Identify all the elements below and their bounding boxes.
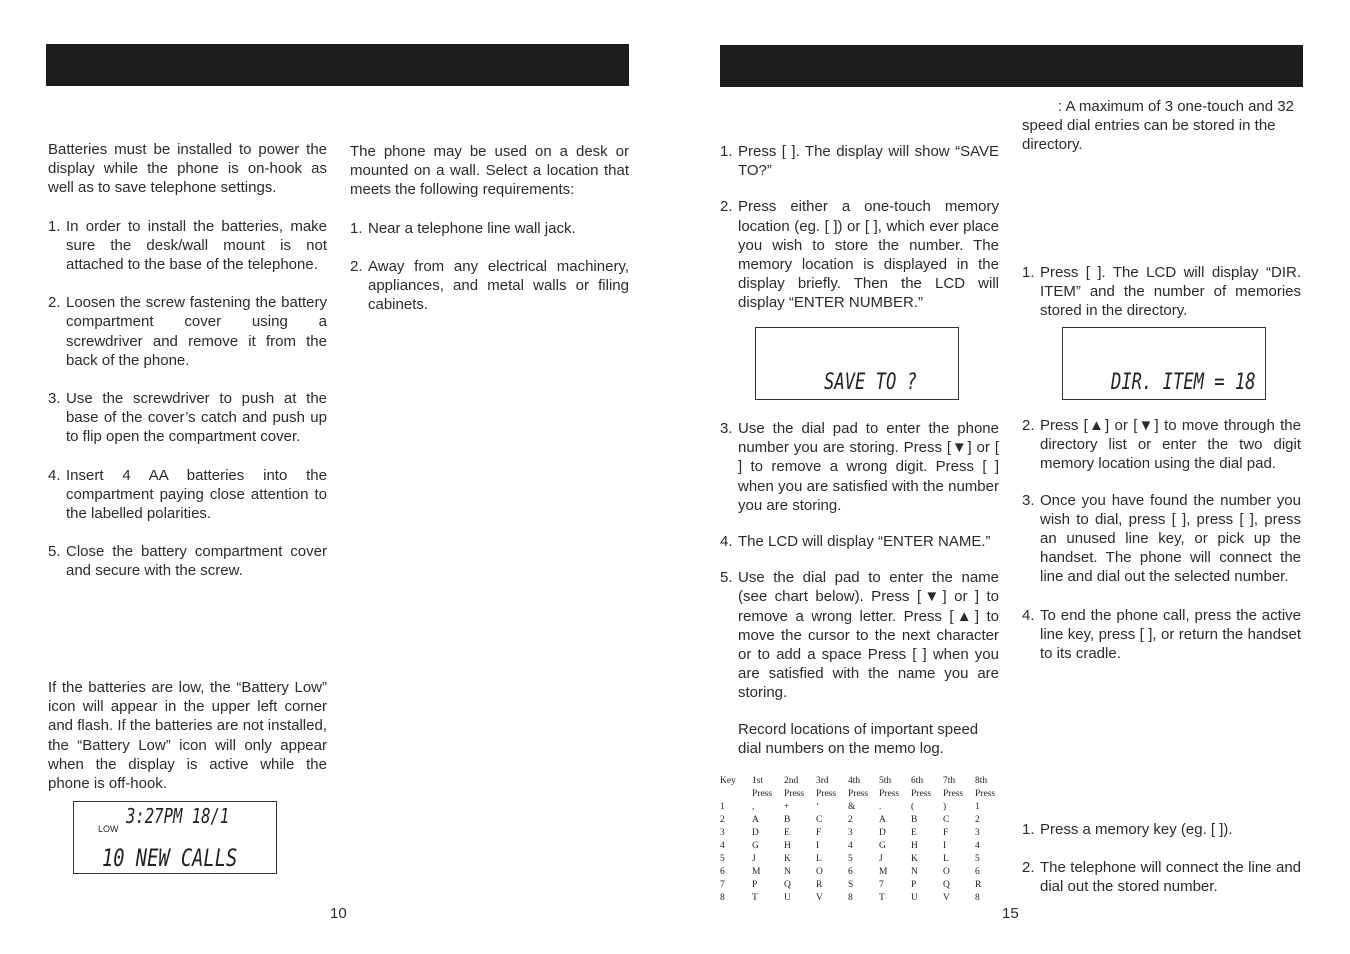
chart-cell: J <box>752 854 756 864</box>
chart-cell: Press <box>975 789 996 799</box>
right-col-2-bottom <box>1022 820 1301 897</box>
chart-cell: Press <box>848 789 869 799</box>
lcd-dir-item-text: DIR. ITEM = 18 <box>1111 370 1256 395</box>
chart-cell: N <box>911 867 918 877</box>
chart-cell: V <box>816 893 823 903</box>
chart-cell: & <box>848 802 856 812</box>
chart-cell: 3 <box>975 828 980 838</box>
chart-cell: C <box>943 815 950 825</box>
chart-cell: D <box>879 828 886 838</box>
chart-cell: E <box>784 828 790 838</box>
chart-cell: 4 <box>975 841 980 851</box>
right-header-bar <box>720 45 1303 87</box>
lcd-dir-item <box>1062 327 1266 400</box>
chart-cell: R <box>816 880 823 890</box>
chart-cell: 8 <box>975 893 980 903</box>
chart-cell: U <box>784 893 791 903</box>
chart-header-row <box>720 775 1002 788</box>
save-steps-b <box>720 419 999 703</box>
right-col-2-top <box>1022 263 1301 321</box>
list-item: 4. The LCD will display “ENTER NAME.” <box>720 533 991 551</box>
chart-cell: Press <box>943 789 964 799</box>
left-header-bar <box>46 44 629 86</box>
list-item: 1. Near a telephone line wall jack. <box>350 219 576 237</box>
list-item: 2. Loosen the screw fastening the battery compartment cover using a screwdriver and remove it from the back of the phone. <box>48 294 327 369</box>
chart-cell: Key <box>720 776 736 786</box>
chart-cell: 8 <box>848 893 853 903</box>
chart-cell: 1 <box>720 802 725 812</box>
chart-cell: P <box>911 880 917 890</box>
lcd-new-calls <box>73 801 277 874</box>
chart-cell: 3rd <box>816 776 829 786</box>
chart-cell: D <box>752 828 759 838</box>
chart-cell: . <box>879 802 882 812</box>
chart-cell: 1 <box>975 802 980 812</box>
chart-row <box>720 840 1002 853</box>
chart-cell: 5 <box>975 854 980 864</box>
chart-cell: ‘ <box>816 802 820 812</box>
chart-cell: F <box>816 828 822 838</box>
chart-cell: 7 <box>879 880 884 890</box>
chart-header-row <box>720 788 1002 801</box>
low-battery-text-block <box>48 678 327 793</box>
chart-cell: O <box>816 867 823 877</box>
list-item: 5. Close the battery compartment cover and secure with the screw. <box>48 543 327 580</box>
chart-cell: C <box>816 815 823 825</box>
chart-cell: Q <box>784 880 791 890</box>
chart-row <box>720 892 1002 905</box>
list-item: 1. In order to install the batteries, make sure the desk/wall mount is not attached to the base of the telephone. <box>48 217 327 274</box>
chart-cell: , <box>752 802 755 812</box>
chart-cell: E <box>911 828 917 838</box>
chart-cell: ( <box>911 802 915 812</box>
speed-dial-steps <box>1022 820 1301 897</box>
chart-cell: M <box>879 867 888 877</box>
low-battery-text: If the batteries are low, the “Battery Low” icon will appear in the upper left corner and flash. If the batteries are not installed, the “Battery Low” icon will only appear when the display is active while the phone is off-hook. <box>48 679 327 793</box>
chart-cell: A <box>752 815 759 825</box>
save-steps-a <box>720 142 999 313</box>
location-requirements <box>350 219 629 315</box>
chart-cell: 2 <box>720 815 725 825</box>
chart-cell: S <box>848 880 854 890</box>
chart-cell: A <box>879 815 886 825</box>
chart-cell: V <box>943 893 950 903</box>
list-item: 4. To end the phone call, press the active line key, press [ ], or return the handset to its cradle. <box>1022 606 1301 663</box>
chart-cell: 5 <box>848 854 853 864</box>
memo-note: Record locations of important speed dial numbers on the memo log. <box>738 720 979 757</box>
list-item: 2. Press either a one-touch memory location (eg. [ ]) or [ ], which ever place you wish to store the number. The memory location is displayed in the display briefly. Then the LCD will display “ENTER NUMBER.” <box>720 198 999 312</box>
chart-row <box>720 801 1002 814</box>
chart-row <box>720 814 1002 827</box>
list-item: 3. Use the screwdriver to push at the base of the cover’s catch and push up to flip open the compartment cover. <box>48 390 327 446</box>
list-item: 3. Use the dial pad to enter the phone number you are storing. Press [▼] or [ ] to remove a wrong digit. Press [ ] when you are satisfied with the number you are storing. <box>720 420 999 514</box>
chart-cell: M <box>752 867 761 877</box>
chart-cell: 1st <box>752 776 764 786</box>
directory-note-block <box>1022 97 1301 155</box>
list-item: 2. Away from any electrical machinery, appliances, and metal walls or filing cabinets. <box>350 257 629 314</box>
chart-cell: Press <box>752 789 773 799</box>
list-item: 5. Use the dial pad to enter the name (see chart below). Press [▼] or ] to remove a wrong letter. Press [▲] to move the cursor to the next character or to add a space Press [ ] when you are satisfied with the name you are storing. <box>720 569 999 702</box>
chart-cell: K <box>911 854 918 864</box>
chart-cell: 6 <box>975 867 980 877</box>
chart-cell: B <box>784 815 791 825</box>
chart-cell: H <box>911 841 918 851</box>
chart-cell: G <box>879 841 886 851</box>
page-number-left: 10 <box>330 905 347 922</box>
chart-cell: P <box>752 880 758 890</box>
list-item: 1. Press a memory key (eg. [ ]). <box>1022 821 1233 838</box>
chart-cell: + <box>784 802 790 812</box>
right-col-2-middle <box>1022 416 1301 663</box>
chart-cell: 2 <box>975 815 980 825</box>
dir-steps-b <box>1022 416 1301 663</box>
chart-cell: K <box>784 854 791 864</box>
battery-low-icon: LOW <box>98 824 119 834</box>
chart-cell: L <box>816 854 822 864</box>
chart-cell: T <box>752 893 758 903</box>
chart-cell: 8th <box>975 776 988 786</box>
chart-cell: Q <box>943 880 950 890</box>
chart-cell: 3 <box>720 828 725 838</box>
page-number-right: 15 <box>1002 905 1019 922</box>
chart-cell: 7 <box>720 880 725 890</box>
chart-cell: H <box>784 841 791 851</box>
left-col-2 <box>350 142 629 314</box>
chart-cell: B <box>911 815 918 825</box>
right-col-1-top <box>720 142 999 313</box>
chart-cell: I <box>816 841 820 851</box>
chart-cell: O <box>943 867 950 877</box>
character-chart <box>720 775 1002 905</box>
lcd-time-date: 3:27PM 18/1 <box>126 804 230 828</box>
dir-steps-a <box>1022 263 1301 321</box>
lcd-save-to <box>755 327 959 400</box>
lcd-save-to-text: SAVE TO ? <box>824 370 917 395</box>
chart-row <box>720 853 1002 866</box>
chart-cell: J <box>879 854 883 864</box>
chart-cell: Press <box>911 789 932 799</box>
chart-cell: 6 <box>720 867 725 877</box>
chart-cell: R <box>975 880 982 890</box>
chart-cell: 7th <box>943 776 956 786</box>
chart-cell <box>720 788 752 801</box>
chart-cell: U <box>911 893 918 903</box>
list-item: 3. Once you have found the number you wish to dial, press [ ], press [ ], press an unused line key, or pick up the handset. The phone will connect the line and dial out the selected number. <box>1022 491 1301 586</box>
chart-cell: 2nd <box>784 776 799 786</box>
list-item: 1. Press [ ]. The display will show “SAVE TO?” <box>720 143 999 180</box>
battery-intro: Batteries must be installed to power the display while the phone is on-hook as well as to save telephone settings. <box>48 141 327 197</box>
chart-cell: 2 <box>848 815 853 825</box>
chart-cell: I <box>943 841 947 851</box>
left-col-1 <box>48 140 327 581</box>
chart-cell: F <box>943 828 949 838</box>
chart-cell: Press <box>784 789 805 799</box>
chart-row <box>720 827 1002 840</box>
location-intro: The phone may be used on a desk or mounted on a wall. Select a location that meets the following requirements: <box>350 143 629 199</box>
chart-cell: ) <box>943 802 947 812</box>
list-item: 2. Press [▲] or [▼] to move through the directory list or enter the two digit memory location using the dial pad. <box>1022 417 1301 473</box>
chart-cell: 6th <box>911 776 924 786</box>
directory-note: : A maximum of 3 one-touch and 32 speed dial entries can be stored in the directory. <box>1022 98 1294 154</box>
chart-cell: G <box>752 841 759 851</box>
chart-cell: Press <box>816 789 837 799</box>
chart-cell: 3 <box>848 828 853 838</box>
chart-cell: L <box>943 854 949 864</box>
chart-cell: N <box>784 867 791 877</box>
chart-cell: 6 <box>848 867 853 877</box>
list-item: 4. Insert 4 AA batteries into the compartment paying close attention to the labelled polarities. <box>48 466 327 523</box>
chart-cell: 5th <box>879 776 892 786</box>
chart-cell: 4 <box>720 841 725 851</box>
chart-cell: Press <box>879 789 900 799</box>
chart-cell: 4 <box>848 841 853 851</box>
chart-row <box>720 879 1002 892</box>
list-item: 2. The telephone will connect the line and dial out the stored number. <box>1022 859 1301 896</box>
chart-cell: 5 <box>720 854 725 864</box>
right-col-1-bottom <box>720 419 999 758</box>
battery-steps <box>48 217 327 581</box>
chart-cell: 4th <box>848 776 861 786</box>
lcd-new-calls-text: 10 NEW CALLS <box>102 844 238 872</box>
chart-row <box>720 866 1002 879</box>
chart-cell: 8 <box>720 893 725 903</box>
list-item: 1. Press [ ]. The LCD will display “DIR. ITEM” and the number of memories stored in the directory. <box>1022 264 1301 320</box>
chart-cell: T <box>879 893 885 903</box>
